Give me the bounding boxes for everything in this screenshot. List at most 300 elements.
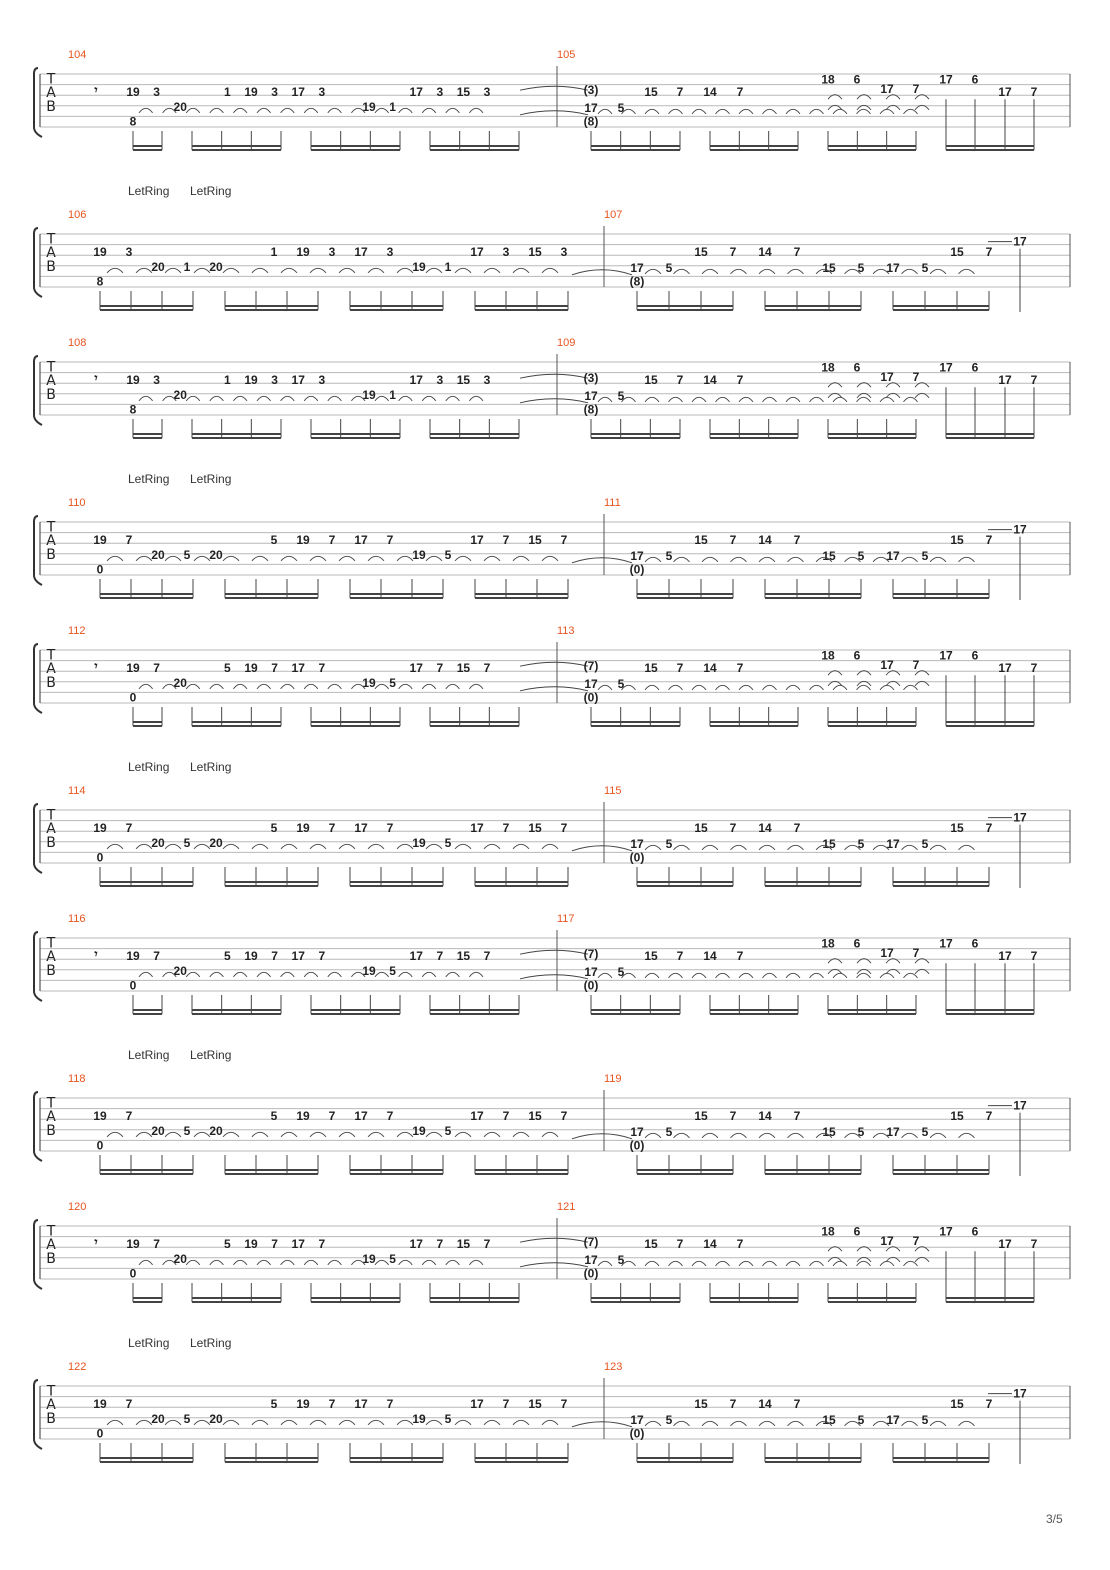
fret-number: 19 <box>244 373 258 388</box>
fret-number: 20 <box>209 1123 223 1138</box>
slur <box>139 108 153 113</box>
fret-number: 17 <box>880 370 894 385</box>
measure-number: 105 <box>557 49 576 61</box>
slur <box>194 1420 210 1425</box>
fret-number: 0 <box>96 562 104 577</box>
fret-number: 5 <box>183 547 191 562</box>
slur <box>422 108 436 113</box>
tab-clef-b: B <box>46 962 56 979</box>
fret-number: 20 <box>151 547 165 562</box>
fret-number: 7 <box>912 658 920 673</box>
slur <box>368 268 384 273</box>
fret-number: 5 <box>444 835 452 850</box>
fret-number: 17 <box>886 260 900 275</box>
slur <box>731 1133 747 1138</box>
slur <box>759 557 775 562</box>
fret-number: 17 <box>1013 234 1027 249</box>
slur <box>786 973 800 978</box>
fret-number: 17 <box>291 661 305 676</box>
slur <box>716 397 730 402</box>
slur <box>165 556 181 561</box>
fret-number: 17 <box>470 821 484 836</box>
fret-number: 19 <box>296 821 310 836</box>
slur <box>257 108 271 113</box>
let-ring-label: LetRing <box>128 760 170 774</box>
fret-number: 5 <box>857 548 865 563</box>
slur <box>833 1261 847 1266</box>
fret-number: 17 <box>409 373 423 388</box>
slur <box>252 268 268 273</box>
fret-number: 6 <box>853 648 861 663</box>
fret-number: 7 <box>125 1109 133 1124</box>
fret-number: 0 <box>96 1138 104 1153</box>
slur <box>786 1261 800 1266</box>
slur <box>788 1421 804 1426</box>
slur <box>368 844 384 849</box>
measure-number: 119 <box>604 1073 622 1085</box>
fret-number: 15 <box>456 1237 471 1252</box>
fret-number: 15 <box>644 949 658 964</box>
slur <box>399 972 413 977</box>
fret-number: 7 <box>483 661 491 676</box>
fret-number: 5 <box>270 821 278 836</box>
fret-number: 17 <box>886 548 900 563</box>
slur <box>223 844 239 849</box>
slur <box>959 845 975 850</box>
slur <box>194 268 210 273</box>
tab-clef-a: A <box>46 533 56 550</box>
fret-number: 19 <box>93 1109 107 1124</box>
eighth-rest: 𝄾 <box>94 1235 98 1250</box>
tab-clef-a: A <box>46 1237 56 1254</box>
fret-number: 3 <box>153 373 160 388</box>
slur <box>716 109 730 114</box>
slur <box>513 268 529 273</box>
slur <box>194 844 210 849</box>
slur <box>397 1132 413 1137</box>
slur <box>310 268 326 273</box>
slur <box>484 268 500 273</box>
tie <box>520 1263 588 1267</box>
tab-clef-t: T <box>46 1383 56 1400</box>
fret-number: 17 <box>880 658 894 673</box>
fret-number: 15 <box>456 85 471 100</box>
tie <box>572 1422 632 1427</box>
fret-number: 14 <box>758 1397 772 1412</box>
measure-number: 120 <box>68 1201 87 1213</box>
fret-number: (0) <box>629 562 645 577</box>
fret-number: 3 <box>560 245 568 260</box>
fret-number: 3 <box>125 245 133 260</box>
fret-number: 6 <box>971 648 979 663</box>
fret-number: (7) <box>583 947 599 962</box>
measure-number: 110 <box>68 497 86 509</box>
fret-number: 5 <box>617 676 625 691</box>
slur <box>399 684 413 689</box>
slur <box>645 109 659 114</box>
fret-number: 7 <box>560 533 568 548</box>
fret-number: 5 <box>921 836 929 851</box>
tab-clef-t: T <box>46 647 56 664</box>
fret-number: 7 <box>560 821 568 836</box>
slur <box>233 108 247 113</box>
fret-number: 7 <box>793 1397 801 1412</box>
fret-number: 15 <box>528 245 542 260</box>
fret-number: (8) <box>583 402 599 417</box>
measure-number: 107 <box>604 209 623 221</box>
fret-number: 3 <box>153 85 160 100</box>
slur <box>702 269 718 274</box>
slur <box>252 556 268 561</box>
slur <box>513 844 529 849</box>
fret-number: (7) <box>583 1235 599 1250</box>
slur <box>422 396 436 401</box>
let-ring-label: LetRing <box>190 184 232 198</box>
fret-number: 17 <box>470 1397 484 1412</box>
slur <box>252 844 268 849</box>
fret-number: 20 <box>173 963 187 978</box>
slur <box>252 1132 268 1137</box>
fret-number: 17 <box>630 548 644 563</box>
slur <box>281 108 295 113</box>
slur <box>223 1420 239 1425</box>
slur <box>716 1261 730 1266</box>
fret-number: 5 <box>857 836 865 851</box>
fret-number: 19 <box>412 259 426 274</box>
fret-number: 20 <box>151 835 165 850</box>
fret-number: 15 <box>456 373 471 388</box>
fret-number: 15 <box>644 373 658 388</box>
let-ring-label: LetRing <box>190 1336 232 1350</box>
eighth-rest: 𝄾 <box>94 947 98 962</box>
fret-number: 19 <box>296 533 310 548</box>
fret-number: 17 <box>470 533 484 548</box>
slur <box>339 268 355 273</box>
fret-number: 7 <box>912 370 920 385</box>
fret-number: 15 <box>950 245 964 260</box>
slur <box>328 108 342 113</box>
let-ring-label: LetRing <box>190 472 232 486</box>
slur <box>692 397 706 402</box>
fret-number: 7 <box>985 533 993 548</box>
tie <box>520 86 588 90</box>
fret-number: 5 <box>183 1411 191 1426</box>
slur <box>281 1132 297 1137</box>
slur <box>375 684 389 689</box>
fret-number: 17 <box>584 676 598 691</box>
slur <box>716 973 730 978</box>
fret-number: 0 <box>96 850 104 865</box>
fret-number: 18 <box>821 936 835 951</box>
fret-number: 19 <box>362 963 376 978</box>
slur <box>422 1260 436 1265</box>
slur <box>786 685 800 690</box>
fret-number: 19 <box>126 661 140 676</box>
fret-number: 15 <box>822 260 836 275</box>
fret-number: (8) <box>629 274 645 289</box>
slur <box>810 1261 824 1266</box>
fret-number: (7) <box>583 659 599 674</box>
fret-number: 7 <box>318 661 326 676</box>
fret-number: 7 <box>386 1397 394 1412</box>
fret-number: (8) <box>583 114 599 129</box>
slur <box>233 1260 247 1265</box>
fret-number: 7 <box>436 661 444 676</box>
slur <box>281 684 295 689</box>
fret-number: 5 <box>270 533 278 548</box>
fret-number: 19 <box>93 1397 107 1412</box>
tab-clef-b: B <box>46 1122 56 1139</box>
fret-number: 17 <box>880 946 894 961</box>
fret-number: 3 <box>318 85 326 100</box>
slur <box>107 844 123 849</box>
tab-clef-b: B <box>46 1250 56 1267</box>
fret-number: 7 <box>736 373 744 388</box>
fret-number: 17 <box>630 260 644 275</box>
slur <box>426 844 442 849</box>
fret-number: 15 <box>694 1397 708 1412</box>
fret-number: 3 <box>436 373 444 388</box>
slur <box>281 1260 295 1265</box>
slur <box>810 397 824 402</box>
slur <box>339 844 355 849</box>
slur <box>304 396 318 401</box>
tab-clef-b: B <box>46 546 56 563</box>
fret-number: 19 <box>126 949 140 964</box>
slur <box>669 109 683 114</box>
fret-number: 5 <box>857 1124 865 1139</box>
fret-number: 7 <box>153 1237 160 1252</box>
slur <box>880 397 894 402</box>
fret-number: 15 <box>644 661 658 676</box>
slur <box>902 1421 918 1426</box>
fret-number: 19 <box>412 1411 426 1426</box>
fret-number: 7 <box>271 661 278 676</box>
eighth-rest: 𝄾 <box>94 83 98 98</box>
fret-number: 3 <box>483 85 491 100</box>
slur <box>281 844 297 849</box>
fret-number: 17 <box>998 85 1012 100</box>
fret-number: 5 <box>389 675 396 690</box>
fret-number: 5 <box>665 260 673 275</box>
fret-number: 5 <box>617 100 625 115</box>
slur <box>139 972 153 977</box>
slur <box>513 556 529 561</box>
slur <box>446 972 460 977</box>
fret-number: 7 <box>386 821 394 836</box>
slur <box>542 556 558 561</box>
measure-number: 114 <box>68 785 86 797</box>
fret-number: 17 <box>354 1397 368 1412</box>
fret-number: 19 <box>93 245 107 260</box>
fret-number: 17 <box>630 1124 644 1139</box>
fret-number: 15 <box>822 1124 836 1139</box>
fret-number: 17 <box>939 648 953 663</box>
fret-number: 19 <box>93 533 107 548</box>
slur <box>542 268 558 273</box>
tie <box>520 975 588 979</box>
fret-number: 15 <box>822 1412 836 1427</box>
fret-number: 3 <box>271 85 278 100</box>
slur <box>375 972 389 977</box>
fret-number: 19 <box>126 1237 140 1252</box>
fret-number: 17 <box>1013 1098 1027 1113</box>
slur <box>692 973 706 978</box>
fret-number: 20 <box>209 547 223 562</box>
slur <box>731 557 747 562</box>
slur <box>810 109 824 114</box>
fret-number: 17 <box>291 85 305 100</box>
tab-clef-b: B <box>46 386 56 403</box>
slur <box>598 973 612 978</box>
fret-number: 17 <box>409 1237 423 1252</box>
fret-number: 5 <box>665 836 673 851</box>
slur <box>107 1132 123 1137</box>
fret-number: (3) <box>583 83 599 98</box>
slur <box>281 396 295 401</box>
fret-number: 3 <box>386 245 394 260</box>
fret-number: 19 <box>412 1123 426 1138</box>
fret-number: 5 <box>224 1237 231 1252</box>
fret-number: 17 <box>409 949 423 964</box>
fret-number: 17 <box>886 1124 900 1139</box>
slur <box>257 396 271 401</box>
slur <box>375 396 389 401</box>
fret-number: 6 <box>853 936 861 951</box>
tab-clef-t: T <box>46 231 56 248</box>
slur <box>880 685 894 690</box>
fret-number: 5 <box>665 1124 673 1139</box>
slur <box>669 1261 683 1266</box>
slur <box>281 268 297 273</box>
slur <box>674 845 690 850</box>
slur <box>857 1261 871 1266</box>
slur <box>455 556 471 561</box>
fret-number: 7 <box>912 946 920 961</box>
slur <box>645 397 659 402</box>
eighth-rest: 𝄾 <box>94 371 98 386</box>
fret-number: 17 <box>1013 810 1027 825</box>
fret-number: 7 <box>736 661 744 676</box>
tab-clef-a: A <box>46 1397 56 1414</box>
measure-number: 111 <box>604 497 621 509</box>
fret-number: 7 <box>985 1397 993 1412</box>
slur <box>786 109 800 114</box>
tab-clef-b: B <box>46 1410 56 1427</box>
tie <box>520 111 588 115</box>
slur <box>310 1132 326 1137</box>
slur <box>446 684 460 689</box>
tab-clef-a: A <box>46 1109 56 1126</box>
slur <box>194 556 210 561</box>
fret-number: 7 <box>502 533 510 548</box>
fret-number: 6 <box>853 1224 861 1239</box>
fret-number: 15 <box>694 533 708 548</box>
fret-number: 17 <box>886 836 900 851</box>
fret-number: 5 <box>444 547 452 562</box>
slur <box>107 1420 123 1425</box>
fret-number: 17 <box>584 100 598 115</box>
fret-number: 19 <box>296 245 310 260</box>
slur <box>763 685 777 690</box>
fret-number: 7 <box>386 533 394 548</box>
fret-number: 20 <box>151 1123 165 1138</box>
slur <box>484 1132 500 1137</box>
fret-number: 20 <box>173 99 187 114</box>
fret-number: 7 <box>985 821 993 836</box>
slur <box>257 972 271 977</box>
fret-number: 7 <box>1030 373 1038 388</box>
slur <box>857 397 871 402</box>
slur <box>759 845 775 850</box>
slur <box>281 556 297 561</box>
fret-number: 17 <box>1013 522 1027 537</box>
slur <box>674 557 690 562</box>
slur <box>310 556 326 561</box>
measure-number: 121 <box>557 1201 576 1213</box>
slur <box>446 1260 460 1265</box>
tab-clef-t: T <box>46 807 56 824</box>
slur <box>739 1261 753 1266</box>
tie <box>520 687 588 691</box>
slur <box>339 1132 355 1137</box>
slur <box>645 1421 661 1426</box>
slur <box>368 1420 384 1425</box>
slur <box>542 1420 558 1425</box>
fret-number: 17 <box>470 245 484 260</box>
fret-number: 3 <box>318 373 326 388</box>
slur <box>788 1133 804 1138</box>
fret-number: 7 <box>502 821 510 836</box>
slur <box>645 685 659 690</box>
slur <box>902 269 918 274</box>
fret-number: 18 <box>821 648 835 663</box>
tab-clef-a: A <box>46 85 56 102</box>
fret-number: 7 <box>271 949 278 964</box>
fret-number: 7 <box>729 245 737 260</box>
fret-number: 19 <box>296 1109 310 1124</box>
fret-number: 7 <box>125 533 133 548</box>
fret-number: 8 <box>129 402 137 417</box>
fret-number: 19 <box>412 835 426 850</box>
fret-number: (0) <box>583 690 599 705</box>
fret-number: 7 <box>736 1237 744 1252</box>
fret-number: 5 <box>183 835 191 850</box>
slur <box>223 268 239 273</box>
slur <box>186 684 200 689</box>
slur <box>281 1420 297 1425</box>
slur <box>645 1261 659 1266</box>
tab-clef-a: A <box>46 821 56 838</box>
fret-number: 8 <box>129 114 137 129</box>
fret-number: 14 <box>703 1237 717 1252</box>
slur <box>880 109 894 114</box>
slur <box>186 1260 200 1265</box>
tab-clef-a: A <box>46 373 56 390</box>
slur <box>484 844 500 849</box>
slur <box>857 109 871 114</box>
fret-number: 7 <box>1030 85 1038 100</box>
fret-number: 5 <box>389 963 396 978</box>
slur <box>484 556 500 561</box>
slur <box>674 1133 690 1138</box>
fret-number: 5 <box>921 548 929 563</box>
fret-number: 17 <box>880 82 894 97</box>
fret-number: 1 <box>224 373 231 388</box>
fret-number: 7 <box>793 245 801 260</box>
slur <box>930 1133 946 1138</box>
slur <box>233 972 247 977</box>
